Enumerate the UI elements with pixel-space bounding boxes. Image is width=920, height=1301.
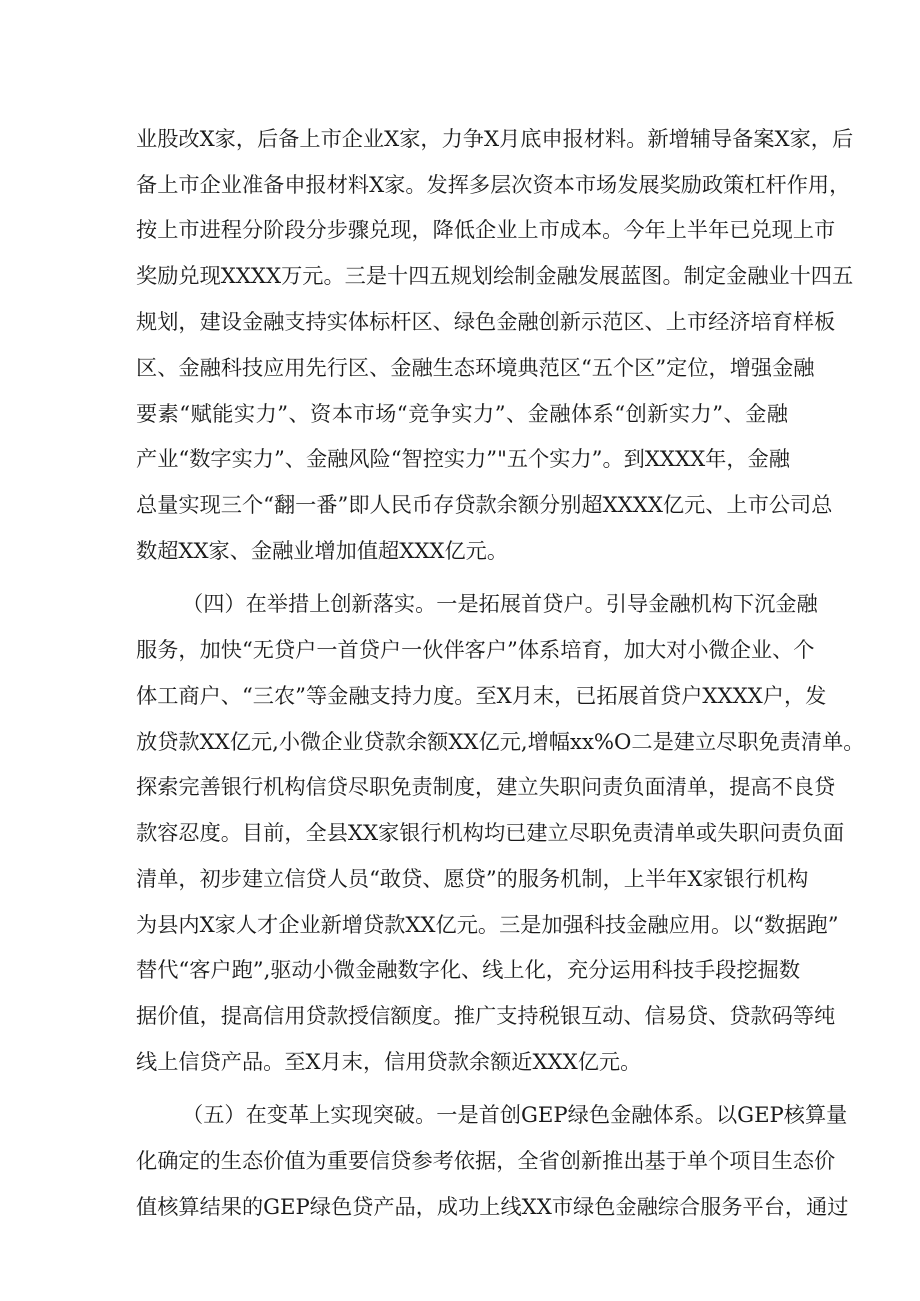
body-text-line: 数超XX家、金融业增加值超XXX亿元。 — [136, 538, 509, 563]
body-text-line: 值核算结果的GEP绿色贷产品，成功上线XX市绿色金融综合服务平台，通过 — [136, 1194, 849, 1219]
body-text-line: 备上市企业准备申报材料X家。发挥多层次资本市场发展奖励政策杠杆作用， — [136, 172, 851, 197]
body-text-line: 替代“客户跑”,驱动小微金融数字化、线上化，充分运用科技手段挖掘数 — [136, 957, 801, 982]
body-text-line: 据价值，提高信用贷款授信额度。推广支持税银互动、信易贷、贷款码等纯 — [136, 1003, 836, 1028]
body-text-line: 体工商户、“三农”等金融支持力度。至X月末，已拓展首贷户XXXX户，发 — [136, 683, 827, 708]
body-text-line: 规划，建设金融支持实体标杆区、绿色金融创新示范区、上市经济培育样板 — [136, 309, 836, 334]
body-text-line: 放贷款XX亿元,小微企业贷款余额XX亿元,增幅xx%O二是建立尽职免责清单。 — [136, 729, 865, 754]
section-heading-line: （五）在变革上实现突破。一是首创GEP绿色金融体系。以GEP核算量 — [182, 1102, 848, 1127]
body-text-line: 奖励兑现XXXX万元。三是十四五规划绘制金融发展蓝图。制定金融业十四五 — [136, 263, 854, 288]
body-text-line: 按上市进程分阶段分步骤兑现，降低企业上市成本。今年上半年已兑现上市 — [136, 217, 836, 242]
body-text-line: 化确定的生态价值为重要信贷参考依据，全省创新推出基于单个项目生态价 — [136, 1148, 836, 1173]
section-heading-line: （四）在举措上创新落实。一是拓展首贷户。引导金融机构下沉金融 — [182, 591, 818, 616]
body-text-line: 款容忍度。目前，全县XX家银行机构均已建立尽职免责清单或失职问责负面 — [136, 820, 845, 845]
body-text-line: 区、金融科技应用先行区、金融生态环境典范区“五个区”定位，增强金融 — [136, 355, 815, 380]
body-text-line: 总量实现三个“翻一番”即人民币存贷款余额分别超XXXX亿元、上市公司总 — [136, 492, 833, 517]
body-text-line: 线上信贷产品。至X月末，信用贷款余额近XXX亿元。 — [136, 1049, 642, 1074]
body-text-line: 为县内X家人才企业新增贷款XX亿元。三是加强科技金融应用。以“数据跑” — [136, 912, 839, 937]
body-text-line: 服务，加快“无贷户一首贷户一伙伴客户”体系培育，加大对小微企业、个 — [136, 637, 815, 662]
body-text-line: 业股改X家，后备上市企业X家，力争X月底申报材料。新增辅导备案X家，后 — [136, 126, 854, 151]
body-text-line: 探索完善银行机构信贷尽职免责制度，建立失职问责负面清单，提高不良贷 — [136, 774, 836, 799]
body-text-line: 产业“数字实力”、金融风险“智控实力”"五个实力”。到XXXX年，金融 — [136, 446, 790, 471]
body-text-line: 要素“赋能实力”、资本市场“竞争实力”、金融体系“创新实力”、金融 — [136, 401, 788, 426]
body-text-line: 清单，初步建立信贷人员“敢贷、愿贷”的服务机制，上半年X家银行机构 — [136, 866, 809, 891]
